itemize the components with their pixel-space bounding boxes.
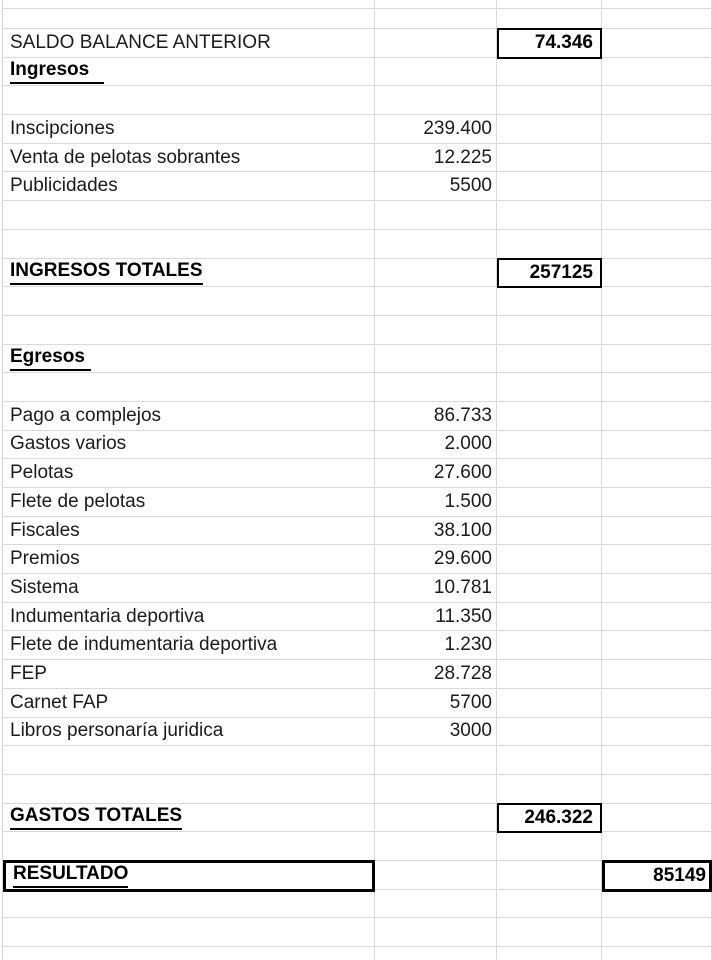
cell-item-label[interactable]	[3, 488, 375, 516]
cell[interactable]	[497, 373, 602, 401]
item-value: 12.225	[433, 146, 492, 168]
table-row	[2, 86, 712, 115]
cell-resultado-value[interactable]	[602, 860, 712, 892]
cell[interactable]	[497, 287, 602, 315]
cell[interactable]	[375, 58, 497, 86]
item-value: 239.400	[423, 117, 492, 139]
row-item-pelotas	[2, 459, 712, 488]
cell[interactable]	[497, 918, 602, 946]
cell[interactable]	[375, 0, 497, 8]
cell-item-label[interactable]	[3, 545, 375, 573]
cell[interactable]	[497, 345, 602, 373]
cell[interactable]	[602, 918, 712, 946]
cell-gastos-total-label[interactable]	[3, 804, 375, 832]
cell[interactable]	[375, 259, 497, 287]
cell[interactable]	[375, 86, 497, 114]
cell[interactable]	[375, 9, 497, 28]
cell-item-label[interactable]	[3, 574, 375, 602]
item-value: 5700	[449, 691, 492, 713]
item-label: Pelotas	[10, 462, 74, 484]
cell[interactable]	[602, 488, 712, 516]
cell[interactable]	[497, 861, 602, 889]
cell[interactable]	[3, 947, 375, 960]
item-label: Premios	[10, 548, 80, 570]
cell[interactable]	[497, 459, 602, 487]
saldo-label: SALDO BALANCE ANTERIOR	[10, 31, 271, 53]
item-label: Publicidades	[10, 175, 118, 197]
cell-item-value[interactable]	[375, 431, 497, 459]
cell[interactable]	[497, 431, 602, 459]
cell[interactable]	[497, 316, 602, 344]
saldo-value: 74.346	[534, 32, 593, 54]
cell-item-label[interactable]	[3, 431, 375, 459]
item-value: 28.728	[433, 662, 492, 684]
item-label: Inscipciones	[10, 117, 115, 139]
cell[interactable]	[3, 9, 375, 28]
cell[interactable]	[497, 603, 602, 631]
cell-saldo-label[interactable]	[3, 29, 375, 57]
item-label: Fiscales	[10, 519, 80, 541]
cell-item-value[interactable]	[375, 718, 497, 746]
row-saldo-anterior	[2, 29, 712, 58]
cell[interactable]	[602, 545, 712, 573]
cell[interactable]	[375, 29, 497, 57]
cell[interactable]	[497, 172, 602, 200]
cell[interactable]	[3, 775, 375, 803]
item-value: 10.781	[433, 576, 492, 598]
cell-item-value[interactable]	[375, 603, 497, 631]
item-label: Pago a complejos	[10, 404, 162, 426]
item-label: Flete de indumentaria deportiva	[10, 634, 278, 656]
item-value: 1.500	[444, 490, 492, 512]
item-value: 1.230	[444, 634, 492, 656]
cell[interactable]	[3, 918, 375, 946]
cell[interactable]	[602, 775, 712, 803]
cell[interactable]	[497, 9, 602, 28]
cell[interactable]	[602, 459, 712, 487]
row-resultado	[2, 861, 712, 890]
cell-item-label[interactable]	[3, 631, 375, 659]
table-row	[2, 9, 712, 29]
row-item-publicidades	[2, 172, 712, 201]
cell[interactable]	[602, 890, 712, 918]
table-row	[2, 287, 712, 316]
row-item-fiscales	[2, 517, 712, 546]
item-value: 2.000	[444, 433, 492, 455]
cell[interactable]	[497, 631, 602, 659]
cell-gastos-total-value[interactable]	[497, 803, 602, 834]
row-item-carnet-fap	[2, 689, 712, 718]
cell-item-value[interactable]	[375, 545, 497, 573]
item-label: Sistema	[10, 576, 79, 598]
cell[interactable]	[375, 804, 497, 832]
cell[interactable]	[497, 58, 602, 86]
cell[interactable]	[497, 660, 602, 688]
table-row	[2, 775, 712, 804]
cell[interactable]	[497, 517, 602, 545]
gastos-total-value: 246.322	[524, 806, 593, 828]
cell[interactable]	[602, 431, 712, 459]
item-label: Libros personaría juridica	[10, 720, 224, 742]
row-item-pago-complejos	[2, 402, 712, 431]
cell[interactable]	[602, 947, 712, 960]
cell[interactable]	[497, 832, 602, 860]
cell-item-label[interactable]	[3, 459, 375, 487]
row-item-indumentaria	[2, 603, 712, 632]
cell-item-label[interactable]	[3, 115, 375, 143]
table-row	[2, 947, 712, 960]
cell-item-value[interactable]	[375, 660, 497, 688]
cell-item-label[interactable]	[3, 172, 375, 200]
cell[interactable]	[602, 287, 712, 315]
cell[interactable]	[497, 86, 602, 114]
cell-item-value[interactable]	[375, 574, 497, 602]
cell-ingresos-header[interactable]	[3, 58, 375, 86]
cell[interactable]	[602, 574, 712, 602]
cell[interactable]	[497, 718, 602, 746]
item-value: 29.600	[433, 548, 492, 570]
item-label: Gastos varios	[10, 433, 127, 455]
cell[interactable]	[602, 603, 712, 631]
cell[interactable]	[602, 402, 712, 430]
table-row	[2, 316, 712, 345]
cell[interactable]	[375, 947, 497, 960]
cell[interactable]	[497, 947, 602, 960]
cell[interactable]	[602, 29, 712, 57]
ingresos-total-value: 257125	[529, 261, 593, 283]
cell[interactable]	[3, 230, 375, 258]
cell-item-label[interactable]	[3, 689, 375, 717]
table-row	[2, 0, 712, 9]
resultado-value: 85149	[653, 864, 706, 886]
cell-item-label[interactable]	[3, 718, 375, 746]
cell[interactable]	[3, 86, 375, 114]
cell[interactable]	[602, 345, 712, 373]
cell[interactable]	[3, 746, 375, 774]
cell[interactable]	[375, 316, 497, 344]
cell[interactable]	[3, 832, 375, 860]
cell[interactable]	[3, 201, 375, 229]
cell[interactable]	[497, 689, 602, 717]
item-label: Indumentaria deportiva	[10, 605, 205, 627]
row-item-libros	[2, 718, 712, 747]
cell[interactable]	[497, 402, 602, 430]
table-row	[2, 373, 712, 402]
cell-item-label[interactable]	[3, 402, 375, 430]
ingresos-header: Ingresos	[10, 59, 104, 84]
gastos-total-label: GASTOS TOTALES	[10, 805, 182, 830]
cell[interactable]	[602, 804, 712, 832]
egresos-header: Egresos	[10, 346, 91, 371]
cell[interactable]	[497, 545, 602, 573]
cell[interactable]	[602, 9, 712, 28]
row-item-flete-pelotas	[2, 488, 712, 517]
cell[interactable]	[497, 746, 602, 774]
item-value: 38.100	[433, 519, 492, 541]
cell[interactable]	[602, 58, 712, 86]
cell-egresos-header[interactable]	[3, 345, 375, 373]
cell[interactable]	[497, 230, 602, 258]
cell-item-value[interactable]	[375, 402, 497, 430]
cell-item-value[interactable]	[375, 144, 497, 172]
row-item-gastos-varios	[2, 431, 712, 460]
row-gastos-totales	[2, 804, 712, 833]
cell-item-value[interactable]	[375, 488, 497, 516]
cell[interactable]	[375, 775, 497, 803]
ingresos-total-label: INGRESOS TOTALES	[10, 260, 203, 285]
cell-item-value[interactable]	[375, 517, 497, 545]
cell-item-label[interactable]	[3, 603, 375, 631]
cell[interactable]	[602, 172, 712, 200]
cell[interactable]	[602, 718, 712, 746]
cell[interactable]	[497, 574, 602, 602]
row-item-venta-pelotas	[2, 144, 712, 173]
cell-saldo-value[interactable]	[497, 28, 602, 59]
cell[interactable]	[602, 316, 712, 344]
cell[interactable]	[497, 115, 602, 143]
cell-item-value[interactable]	[375, 172, 497, 200]
cell[interactable]	[3, 316, 375, 344]
cell[interactable]	[497, 201, 602, 229]
cell[interactable]	[497, 890, 602, 918]
cell[interactable]	[602, 746, 712, 774]
cell[interactable]	[602, 259, 712, 287]
cell[interactable]	[602, 689, 712, 717]
item-label: Flete de pelotas	[10, 490, 146, 512]
item-value: 3000	[449, 720, 492, 742]
row-ingresos-header	[2, 58, 712, 87]
cell-item-value[interactable]	[375, 689, 497, 717]
cell[interactable]	[497, 775, 602, 803]
cell[interactable]	[602, 115, 712, 143]
item-value: 86.733	[433, 404, 492, 426]
cell-resultado-label[interactable]	[3, 860, 375, 892]
cell[interactable]	[375, 890, 497, 918]
cell-item-label[interactable]	[3, 517, 375, 545]
cell[interactable]	[602, 660, 712, 688]
cell[interactable]	[3, 373, 375, 401]
cell[interactable]	[602, 373, 712, 401]
table-row	[2, 832, 712, 861]
item-label: FEP	[10, 662, 47, 684]
item-label: Venta de pelotas sobrantes	[10, 146, 241, 168]
cell-item-value[interactable]	[375, 115, 497, 143]
cell[interactable]	[602, 0, 712, 8]
cell-item-value[interactable]	[375, 631, 497, 659]
cell-ingresos-total-value[interactable]	[497, 258, 602, 289]
row-item-sistema	[2, 574, 712, 603]
row-item-flete-indumentaria	[2, 631, 712, 660]
table-row	[2, 918, 712, 947]
cell[interactable]	[602, 230, 712, 258]
cell[interactable]	[497, 0, 602, 8]
cell[interactable]	[602, 144, 712, 172]
cell[interactable]	[375, 861, 497, 889]
cell[interactable]	[602, 201, 712, 229]
cell-item-label[interactable]	[3, 144, 375, 172]
table-row	[2, 890, 712, 919]
table-row	[2, 230, 712, 259]
cell-item-value[interactable]	[375, 459, 497, 487]
cell[interactable]	[375, 230, 497, 258]
item-value: 27.600	[433, 462, 492, 484]
cell[interactable]	[602, 86, 712, 114]
cell[interactable]	[375, 373, 497, 401]
resultado-label: RESULTADO	[13, 863, 128, 888]
row-item-inscipciones	[2, 115, 712, 144]
cell[interactable]	[375, 832, 497, 860]
cell[interactable]	[375, 918, 497, 946]
cell[interactable]	[375, 746, 497, 774]
row-ingresos-totales	[2, 259, 712, 288]
row-egresos-header	[2, 345, 712, 374]
cell[interactable]	[497, 144, 602, 172]
table-row	[2, 201, 712, 230]
cell[interactable]	[3, 287, 375, 315]
item-label: Carnet FAP	[10, 691, 109, 713]
cell-item-label[interactable]	[3, 660, 375, 688]
row-item-premios	[2, 545, 712, 574]
cell[interactable]	[3, 890, 375, 918]
cell[interactable]	[497, 488, 602, 516]
cell[interactable]	[375, 345, 497, 373]
item-value: 5500	[449, 175, 492, 197]
cell-ingresos-total-label[interactable]	[3, 259, 375, 287]
cell[interactable]	[3, 0, 375, 8]
cell[interactable]	[602, 631, 712, 659]
item-value: 11.350	[435, 605, 492, 627]
cell[interactable]	[602, 517, 712, 545]
cell[interactable]	[375, 201, 497, 229]
row-item-fep	[2, 660, 712, 689]
table-row	[2, 746, 712, 775]
cell[interactable]	[375, 287, 497, 315]
cell[interactable]	[602, 832, 712, 860]
